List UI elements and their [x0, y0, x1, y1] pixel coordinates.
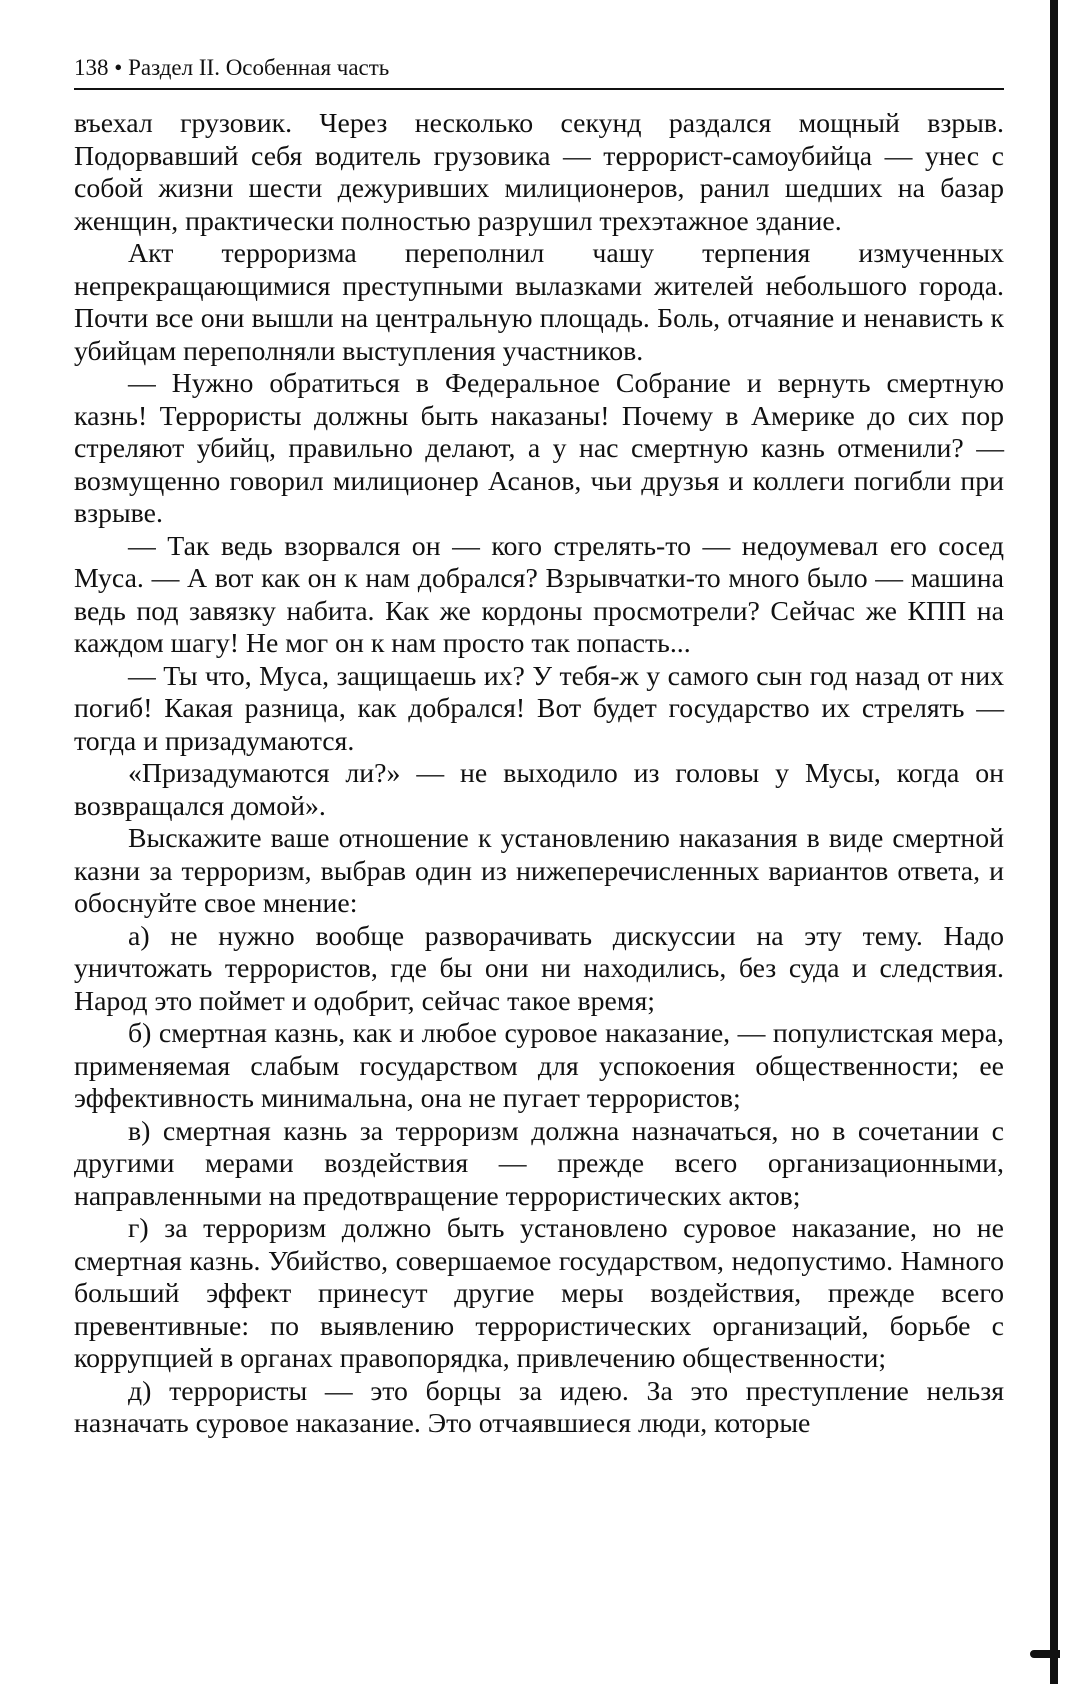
paragraph-terror-act: Акт терроризма переполнил чашу терпения измученных непрекращающимися преступными вылазками жителей небольшого города. Почти все они вышли на центральную площадь. Боль, отчаяние и ненависть к убийцам переполняли выступления участников. — [74, 238, 1004, 367]
page-binding-edge-base — [1030, 1650, 1060, 1658]
paragraph-task: Выскажите ваше отношение к установлению наказания в виде смертной казни за терроризм, выбрав один из нижеперечисленных вариантов ответа, и обоснуйте свое мнение: — [74, 823, 1004, 919]
paragraph-musa-reply: — Так ведь взорвался он — кого стрелять-то — недоумевал его сосед Муса. — А вот как он к нам добрался? Взрывчатки-то много было — машина ведь под завязку набита. Как же кордоны просмотрели? Сейчас же КПП на каждом шагу! Не мог он к нам просто так попасть... — [74, 530, 1004, 659]
paragraph-continued: въехал грузовик. Через несколько секунд раздался мощный взрыв. Подорвавший себя водитель грузовика — террорист-самоубийца — унес с собой жизни шести дежуривших милиционеров, ранил шедших на базар женщин, практически полностью разрушил трехэтажное здание. — [74, 108, 1004, 237]
answer-option-b: б) смертная казнь, как и любое суровое наказание, — популистская мера, применяемая слабым государством для успокоения общественности; ее эффективность минимальна, она не пугает террористов; — [74, 1018, 1004, 1114]
running-head — [74, 54, 389, 82]
page-binding-edge — [1050, 0, 1058, 1684]
answer-option-a: а) не нужно вообще разворачивать дискуссии на эту тему. Надо уничтожать террористов, где бы они ни находились, без суда и следствия. Народ это поймет и одобрит, сейчас такое время; — [74, 920, 1004, 1017]
page-header — [74, 48, 1004, 90]
paragraph-asanov-speech: — Нужно обратиться в Федеральное Собрание и вернуть смертную казнь! Террористы должны быть наказаны! Почему в Америке до сих пор стреляют убийц, правильно делают, а у нас смертную казнь отменили? — возмущенно говорил милиционер Асанов, чьи друзья и коллеги погибли при взрыве. — [74, 368, 1004, 529]
answer-option-v: в) смертная казнь за терроризм должна назначаться, но в сочетании с другими мерами воздействия — прежде всего организационными, направленными на предотвращение террористических актов; — [74, 1115, 1004, 1212]
paragraph-musa-thought: «Призадумаются ли?» — не выходило из головы у Мусы, когда он возвращался домой». — [74, 758, 1004, 822]
section-title: Раздел II. Особенная часть — [128, 55, 390, 80]
header-separator: • — [114, 55, 123, 80]
paragraph-retort: — Ты что, Муса, защищаешь их? У тебя-ж у самого сын год назад от них погиб! Какая разница, как добрался! Вот будет государство их стрелять — тогда и призадумаются. — [74, 660, 1004, 757]
body-text — [74, 108, 1004, 1608]
answer-option-g: г) за терроризм должно быть установлено суровое наказание, но не смертная казнь. Убийство, совершаемое государством, недопустимо. Намного больший эффект принесут другие меры воздействия, прежде всего превентивные: по выявлению террористических организаций, борьбе с коррупцией в органах правопорядка, привлечению общественности; — [74, 1213, 1004, 1374]
page-number: 138 — [74, 55, 109, 80]
answer-option-d: д) террористы — это борцы за идею. За это преступление нельзя назначать суровое наказание. Это отчаявшиеся люди, которые — [74, 1375, 1004, 1439]
